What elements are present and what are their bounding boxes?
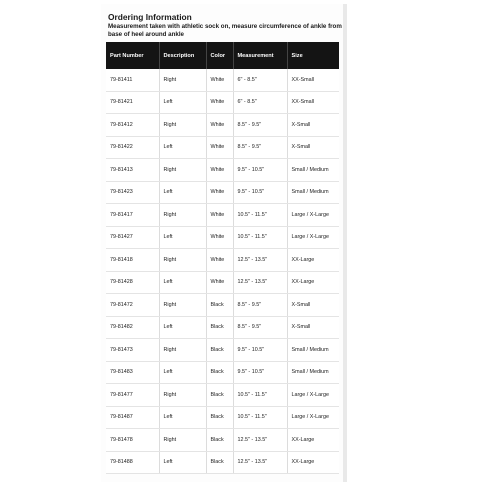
size-cell: XX-Small bbox=[287, 91, 339, 114]
description-cell: Left bbox=[159, 181, 206, 204]
size-cell: X-Small bbox=[287, 136, 339, 159]
description-cell: Left bbox=[159, 136, 206, 159]
measurement-cell: 10.5" - 11.5" bbox=[233, 226, 287, 249]
part-number-cell: 79-81411 bbox=[106, 69, 159, 91]
measurement-cell: 12.5" - 13.5" bbox=[233, 271, 287, 294]
part-number-cell: 79-81477 bbox=[106, 384, 159, 407]
table-row bbox=[106, 271, 339, 294]
table-row bbox=[106, 181, 339, 204]
table-body bbox=[106, 69, 339, 474]
table-row bbox=[106, 316, 339, 339]
size-cell: XX-Small bbox=[287, 69, 339, 91]
description-cell: Right bbox=[159, 294, 206, 317]
part-number-cell: 79-81488 bbox=[106, 451, 159, 474]
part-number-cell: 79-81418 bbox=[106, 249, 159, 272]
measurement-cell: 8.5" - 9.5" bbox=[233, 114, 287, 137]
ordering-table bbox=[106, 42, 339, 474]
ordering-info-panel bbox=[101, 4, 347, 482]
size-cell: Small / Medium bbox=[287, 339, 339, 362]
color-cell: White bbox=[206, 69, 233, 91]
color-cell: Black bbox=[206, 384, 233, 407]
description-cell: Left bbox=[159, 451, 206, 474]
measurement-instructions: Measurement taken with athletic sock on, measure circumference of ankle from base of heel around ankle bbox=[108, 23, 342, 38]
description-cell: Right bbox=[159, 249, 206, 272]
size-cell: Large / X-Large bbox=[287, 204, 339, 227]
measurement-cell: 10.5" - 11.5" bbox=[233, 204, 287, 227]
table-row bbox=[106, 429, 339, 452]
part-number-cell: 79-81417 bbox=[106, 204, 159, 227]
description-cell: Left bbox=[159, 226, 206, 249]
part-number-cell: 79-81421 bbox=[106, 91, 159, 114]
table-row bbox=[106, 204, 339, 227]
description-cell: Right bbox=[159, 69, 206, 91]
table-row bbox=[106, 361, 339, 384]
color-cell: White bbox=[206, 226, 233, 249]
part-number-cell: 79-81473 bbox=[106, 339, 159, 362]
measurement-cell: 12.5" - 13.5" bbox=[233, 451, 287, 474]
table-row bbox=[106, 384, 339, 407]
part-number-cell: 79-81487 bbox=[106, 406, 159, 429]
column-header-measurement: Measurement bbox=[233, 42, 287, 69]
table-header-row bbox=[106, 42, 339, 69]
description-cell: Right bbox=[159, 429, 206, 452]
size-cell: Large / X-Large bbox=[287, 406, 339, 429]
description-cell: Left bbox=[159, 361, 206, 384]
table-row bbox=[106, 136, 339, 159]
size-cell: XX-Large bbox=[287, 451, 339, 474]
color-cell: White bbox=[206, 204, 233, 227]
measurement-cell: 12.5" - 13.5" bbox=[233, 249, 287, 272]
description-cell: Left bbox=[159, 406, 206, 429]
color-cell: White bbox=[206, 271, 233, 294]
size-cell: X-Small bbox=[287, 294, 339, 317]
part-number-cell: 79-81482 bbox=[106, 316, 159, 339]
measurement-cell: 12.5" - 13.5" bbox=[233, 429, 287, 452]
part-number-cell: 79-81412 bbox=[106, 114, 159, 137]
table-row bbox=[106, 91, 339, 114]
part-number-cell: 79-81428 bbox=[106, 271, 159, 294]
part-number-cell: 79-81478 bbox=[106, 429, 159, 452]
color-cell: White bbox=[206, 159, 233, 182]
color-cell: Black bbox=[206, 451, 233, 474]
measurement-cell: 6" - 8.5" bbox=[233, 69, 287, 91]
color-cell: Black bbox=[206, 316, 233, 339]
table-row bbox=[106, 339, 339, 362]
color-cell: Black bbox=[206, 294, 233, 317]
table-row bbox=[106, 406, 339, 429]
table-row bbox=[106, 294, 339, 317]
size-cell: Large / X-Large bbox=[287, 384, 339, 407]
measurement-cell: 10.5" - 11.5" bbox=[233, 384, 287, 407]
size-cell: Small / Medium bbox=[287, 361, 339, 384]
measurement-cell: 6" - 8.5" bbox=[233, 91, 287, 114]
measurement-cell: 9.5" - 10.5" bbox=[233, 339, 287, 362]
size-cell: X-Small bbox=[287, 114, 339, 137]
part-number-cell: 79-81413 bbox=[106, 159, 159, 182]
color-cell: White bbox=[206, 136, 233, 159]
description-cell: Left bbox=[159, 316, 206, 339]
table-row bbox=[106, 114, 339, 137]
measurement-cell: 9.5" - 10.5" bbox=[233, 361, 287, 384]
color-cell: White bbox=[206, 114, 233, 137]
description-cell: Left bbox=[159, 271, 206, 294]
size-cell: Small / Medium bbox=[287, 159, 339, 182]
column-header-size: Size bbox=[287, 42, 339, 69]
color-cell: White bbox=[206, 91, 233, 114]
description-cell: Right bbox=[159, 114, 206, 137]
table-row bbox=[106, 69, 339, 91]
color-cell: Black bbox=[206, 361, 233, 384]
color-cell: White bbox=[206, 181, 233, 204]
measurement-cell: 9.5" - 10.5" bbox=[233, 159, 287, 182]
part-number-cell: 79-81472 bbox=[106, 294, 159, 317]
size-cell: XX-Large bbox=[287, 271, 339, 294]
part-number-cell: 79-81422 bbox=[106, 136, 159, 159]
column-header-color: Color bbox=[206, 42, 233, 69]
column-header-part-number: Part Number bbox=[106, 42, 159, 69]
size-cell: XX-Large bbox=[287, 429, 339, 452]
size-cell: Large / X-Large bbox=[287, 226, 339, 249]
color-cell: Black bbox=[206, 339, 233, 362]
table-row bbox=[106, 226, 339, 249]
table-row bbox=[106, 249, 339, 272]
table-row bbox=[106, 159, 339, 182]
description-cell: Right bbox=[159, 384, 206, 407]
description-cell: Right bbox=[159, 159, 206, 182]
measurement-cell: 8.5" - 9.5" bbox=[233, 316, 287, 339]
measurement-cell: 9.5" - 10.5" bbox=[233, 181, 287, 204]
measurement-cell: 10.5" - 11.5" bbox=[233, 406, 287, 429]
part-number-cell: 79-81483 bbox=[106, 361, 159, 384]
part-number-cell: 79-81423 bbox=[106, 181, 159, 204]
description-cell: Left bbox=[159, 91, 206, 114]
part-number-cell: 79-81427 bbox=[106, 226, 159, 249]
column-header-description: Description bbox=[159, 42, 206, 69]
color-cell: Black bbox=[206, 429, 233, 452]
measurement-cell: 8.5" - 9.5" bbox=[233, 294, 287, 317]
description-cell: Right bbox=[159, 339, 206, 362]
size-cell: Small / Medium bbox=[287, 181, 339, 204]
section-heading: Ordering Information bbox=[108, 12, 192, 22]
measurement-cell: 8.5" - 9.5" bbox=[233, 136, 287, 159]
size-cell: X-Small bbox=[287, 316, 339, 339]
description-cell: Right bbox=[159, 204, 206, 227]
color-cell: Black bbox=[206, 406, 233, 429]
table-row bbox=[106, 451, 339, 474]
color-cell: White bbox=[206, 249, 233, 272]
size-cell: XX-Large bbox=[287, 249, 339, 272]
